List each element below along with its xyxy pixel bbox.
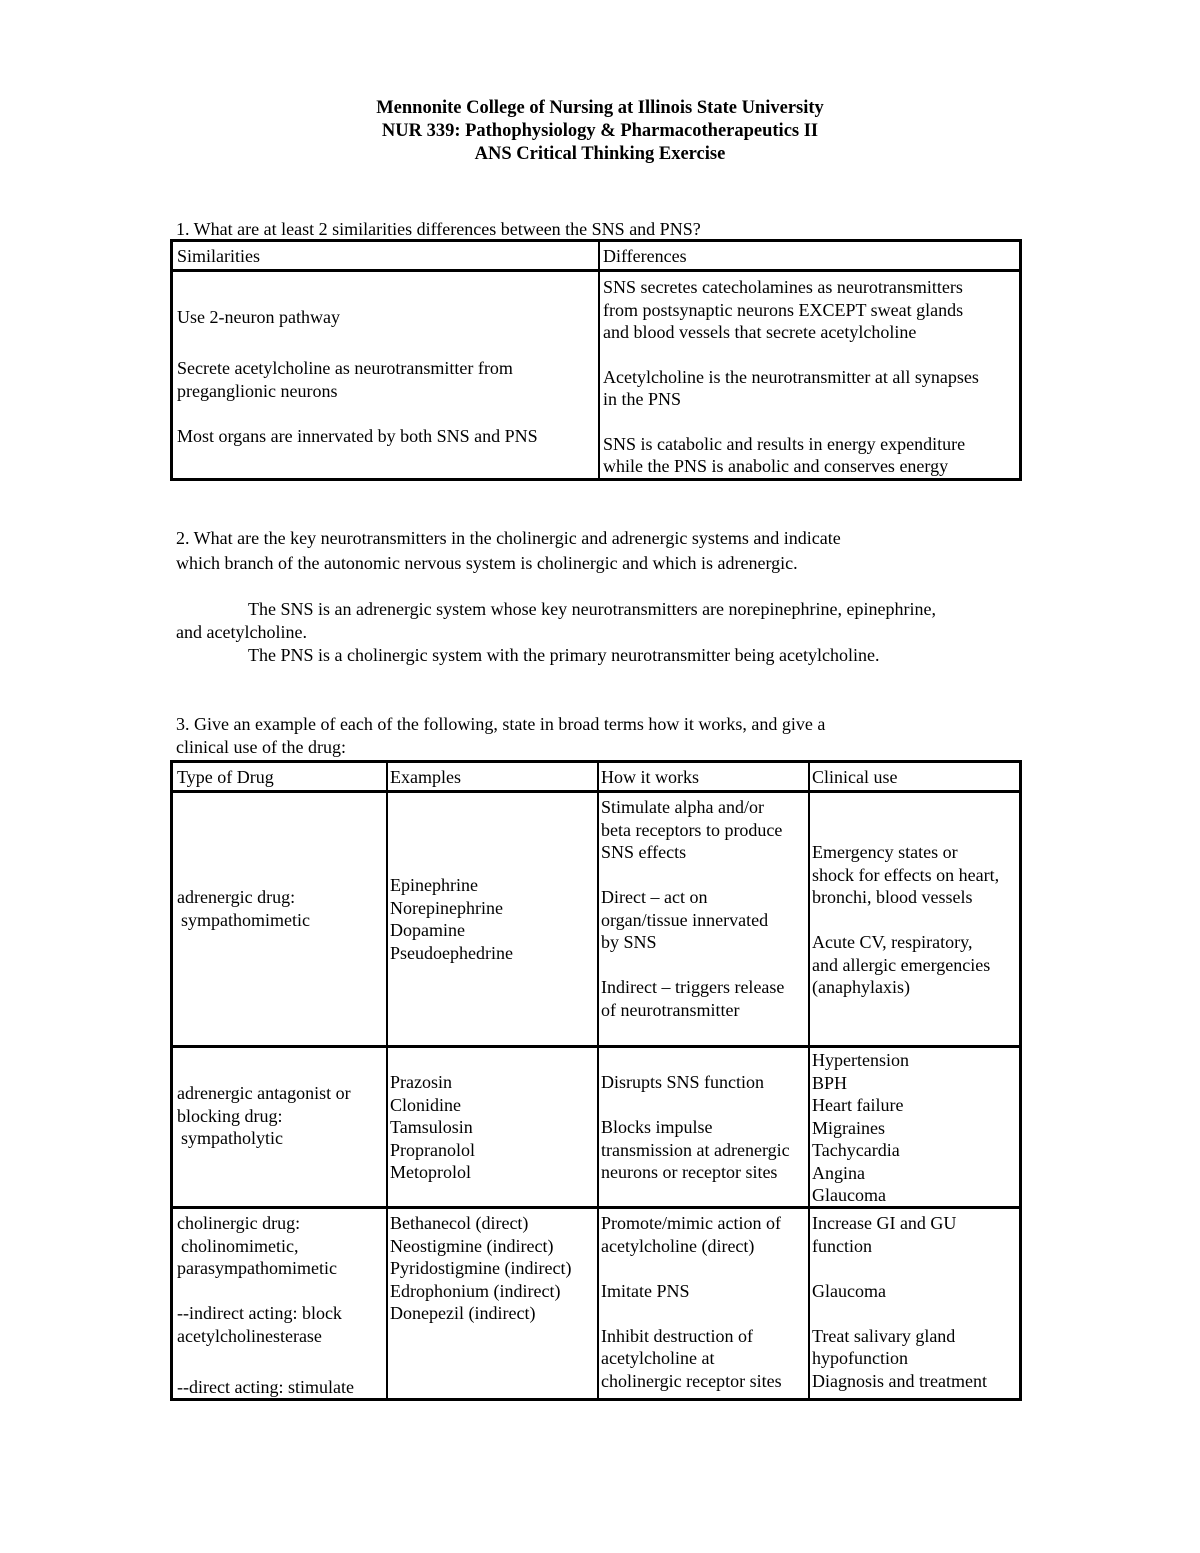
difference-item: and blood vessels that secrete acetylcholine [603,322,917,342]
answer-2 [176,598,1026,667]
row2-how-it-works: Disrupts SNS function Blocks impulse transmission at adrenergic neurons or receptor sites [601,1072,790,1182]
question-1: 1. What are at least 2 similarities differences between the SNS and PNS? [176,219,701,239]
column-divider [808,763,810,1398]
difference-item: SNS is catabolic and results in energy expenditure [603,434,966,454]
header-how-it-works: How it works [601,767,699,787]
similarities-differences-table [170,239,1022,481]
row1-examples: Epinephrine Norepinephrine Dopamine Pseudoephedrine [390,875,513,963]
similarity-item: Most organs are innervated by both SNS and PNS [177,426,538,446]
answer-2-line: The PNS is a cholinergic system with the primary neurotransmitter being acetylcholine. [248,645,880,665]
question-2 [176,526,1026,576]
difference-item: from postsynaptic neurons EXCEPT sweat glands [603,300,964,320]
row1-clinical-use: Emergency states or shock for effects on heart, bronchi, blood vessels Acute CV, respiratory, and allergic emergencies (anaphylaxis) [812,842,1000,997]
difference-item: in the PNS [603,389,682,409]
header-differences: Differences [603,246,687,266]
row2-examples: Prazosin Clonidine Tamsulosin Propranolol Metoprolol [390,1072,475,1182]
answer-2-line: The SNS is an adrenergic system whose key neurotransmitters are norepinephrine, epinephrine, [248,599,936,619]
column-divider [597,763,599,1398]
header-clinical-use: Clinical use [812,767,898,787]
similarity-item: Secrete acetylcholine as neurotransmitter from [177,358,513,378]
header-examples: Examples [390,767,461,787]
difference-item: while the PNS is anabolic and conserves energy [603,456,949,476]
table-header-row [173,242,1019,272]
row-divider [173,790,1019,793]
question-3-line: 3. Give an example of each of the following, state in broad terms how it works, and give a [176,714,826,734]
row3-type: cholinergic drug: cholinomimetic, parasympathomimetic --indirect acting: block acetylcholinesterase --direct acting: stimulate [177,1213,354,1397]
row3-how-it-works: Promote/mimic action of acetylcholine (direct) Imitate PNS Inhibit destruction of acetylcholine at cholinergic receptor sites [601,1213,782,1391]
column-divider [386,763,388,1398]
row2-clinical-use: Hypertension BPH Heart failure Migraines Tachycardia Angina Glaucoma [812,1050,909,1205]
course-title: NUR 339: Pathophysiology & Pharmacotherapeutics II [381,121,819,141]
question-2-line: 2. What are the key neurotransmitters in the cholinergic and adrenergic systems and indicate [176,528,841,548]
difference-item: Acetylcholine is the neurotransmitter at all synapses [603,367,979,387]
drug-types-table [170,760,1022,1401]
question-3-line: clinical use of the drug: [176,737,346,757]
difference-item: SNS secretes catecholamines as neurotransmitters [603,277,963,297]
exercise-title: ANS Critical Thinking Exercise [474,144,726,164]
similarity-item: preganglionic neurons [177,381,338,401]
college-title: Mennonite College of Nursing at Illinois State University [376,98,824,118]
header-similarities: Similarities [177,246,260,266]
row2-type: adrenergic antagonist or blocking drug: sympatholytic [177,1083,351,1148]
row1-type: adrenergic drug: sympathomimetic [177,887,310,930]
answer-2-line: and acetylcholine. [176,622,307,642]
row1-how-it-works: Stimulate alpha and/or beta receptors to produce SNS effects Direct – act on organ/tissue innervated by SNS Indirect – triggers release of neurotransmitter [601,797,785,1020]
similarity-item: Use 2-neuron pathway [177,307,340,327]
row3-examples: Bethanecol (direct) Neostigmine (indirect) Pyridostigmine (indirect) Edrophonium (indirect) Donepezil (indirect) [390,1213,572,1323]
question-2-line: which branch of the autonomic nervous system is cholinergic and which is adrenergic. [176,553,798,573]
row-divider [173,1045,1019,1048]
document-header [0,97,1200,166]
row3-clinical-use: Increase GI and GU function Glaucoma Treat salivary gland hypofunction Diagnosis and treatment [812,1213,987,1391]
question-3 [176,712,1026,760]
column-divider [598,242,600,478]
header-type-of-drug: Type of Drug [177,767,274,787]
